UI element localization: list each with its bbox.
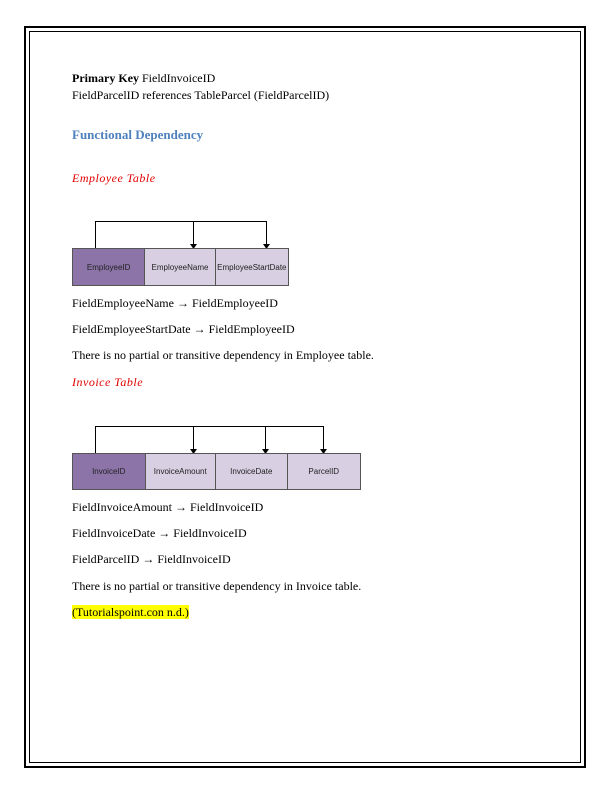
invoice-note: There is no partial or transitive dependency in Invoice table. (72, 579, 362, 593)
invoice-amount-cell: InvoiceAmount (146, 454, 217, 489)
employee-note: There is no partial or transitive dependency in Employee table. (72, 348, 374, 362)
employee-name-cell: EmployeeName (145, 249, 215, 285)
invoice-dependency: FieldInvoiceDate → FieldInvoiceID (72, 526, 247, 540)
employee-start-date-cell: EmployeeStartDate (216, 249, 288, 285)
section-title: Functional Dependency (72, 127, 204, 142)
employee-arrow-line (96, 222, 267, 249)
employee-table-title: Employee Table (72, 171, 156, 185)
primary-key-label: Primary Key (72, 71, 139, 85)
invoice-dependency: FieldParcelID → FieldInvoiceID (72, 552, 231, 566)
invoice-dependency: FieldInvoiceAmount → FieldInvoiceID (72, 500, 264, 514)
primary-key-line (72, 71, 215, 85)
citation: (Tutorialspoint.con n.d.) (72, 605, 189, 619)
invoice-date-cell: InvoiceDate (216, 454, 288, 489)
invoice-id-cell: InvoiceID (73, 454, 146, 489)
employee-dependency: FieldEmployeeName → FieldEmployeeID (72, 296, 278, 310)
foreign-key-line: FieldParcelID references TableParcel (FieldParcelID) (72, 88, 330, 102)
employee-attribute-row (72, 248, 289, 286)
invoice-arrow-line (96, 427, 324, 454)
citation-line (72, 605, 189, 619)
employee-dependency: FieldEmployeeStartDate → FieldEmployeeID (72, 322, 295, 336)
primary-key-value: FieldInvoiceID (141, 71, 216, 85)
invoice-table-title: Invoice Table (72, 375, 144, 389)
invoice-attribute-row (72, 453, 361, 490)
employee-id-cell: EmployeeID (73, 249, 145, 285)
parcel-id-cell: ParcelID (288, 454, 360, 489)
